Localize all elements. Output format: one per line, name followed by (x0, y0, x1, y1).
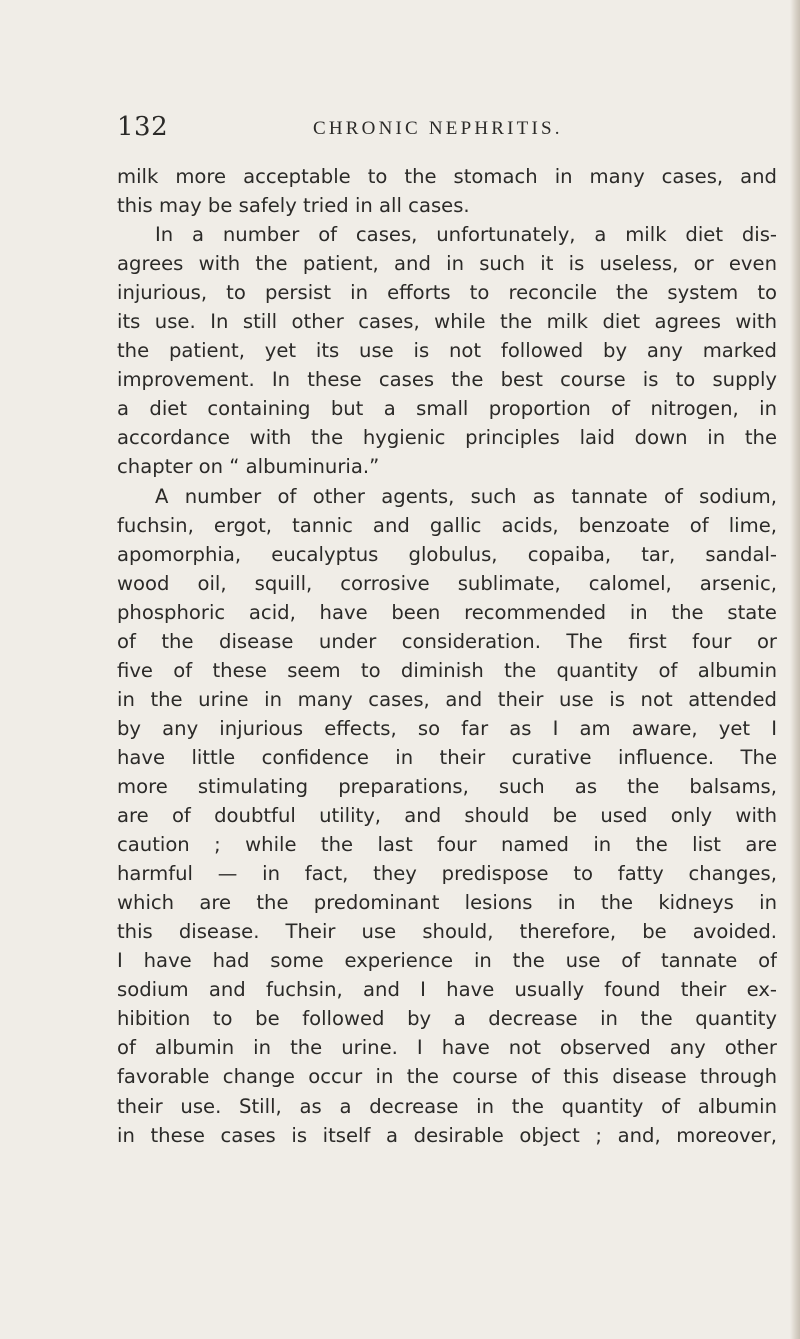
text-line: chapter on “ albuminuria.” (117, 455, 380, 479)
text-line: the patient, yet its use is not followed by any marked (117, 339, 777, 363)
page-number: 132 (117, 112, 169, 142)
paragraph-first-line: A number of other agents, such as tannate of sodium, (155, 484, 777, 508)
text-line: of the disease under consideration. The first four or (117, 629, 777, 653)
text-line: agrees with the patient, and in such it is useless, or even (117, 252, 777, 276)
text-line: apomorphia, eucalyptus globulus, copaiba, tar, sandal- (117, 542, 777, 566)
text-line: wood oil, squill, corrosive sublimate, calomel, arsenic, (117, 571, 777, 595)
page-edge-shadow (790, 0, 800, 1339)
body-text (117, 162, 777, 1150)
text-line: harmful — in fact, they predispose to fatty changes, (117, 862, 777, 886)
text-line: improvement. In these cases the best course is to supply (117, 368, 777, 392)
paragraph-first-line: In a number of cases, unfortunately, a milk diet dis- (155, 223, 777, 247)
text-line: this may be safely tried in all cases. (117, 194, 470, 218)
text-line: accordance with the hygienic principles laid down in the (117, 426, 777, 450)
text-line: this disease. Their use should, therefore, be avoided. (117, 920, 777, 944)
text-line: injurious, to persist in efforts to reconcile the system to (117, 281, 777, 305)
text-line: milk more acceptable to the stomach in many cases, and (117, 165, 777, 188)
text-line: I have had some experience in the use of tannate of (117, 949, 777, 973)
text-line: favorable change occur in the course of this disease through (117, 1065, 777, 1089)
text-line: their use. Still, as a decrease in the quantity of albumin (117, 1094, 777, 1118)
text-line: a diet containing but a small proportion of nitrogen, in (117, 397, 777, 421)
text-line: of albumin in the urine. I have not observed any other (117, 1036, 777, 1060)
text-line: five of these seem to diminish the quantity of albumin (117, 658, 777, 682)
text-line: have little confidence in their curative influence. The (117, 745, 777, 769)
running-head: CHRONIC NEPHRITIS. (313, 118, 563, 139)
text-line: fuchsin, ergot, tannic and gallic acids, benzoate of lime, (117, 513, 777, 537)
text-line: which are the predominant lesions in the kidneys in (117, 891, 777, 915)
text-line: more stimulating preparations, such as the balsams, (117, 774, 777, 798)
text-line: in the urine in many cases, and their use is not attended (117, 687, 777, 711)
text-line: caution ; while the last four named in the list are (117, 833, 777, 857)
text-line: its use. In still other cases, while the milk diet agrees with (117, 310, 777, 334)
text-line: are of doubtful utility, and should be used only with (117, 804, 777, 828)
text-line: in these cases is itself a desirable object ; and, moreover, (117, 1123, 777, 1147)
text-line: hibition to be followed by a decrease in the quantity (117, 1007, 777, 1031)
page-header (117, 110, 777, 150)
text-line: phosphoric acid, have been recommended in the state (117, 600, 777, 624)
text-line: sodium and fuchsin, and I have usually found their ex- (117, 978, 777, 1002)
text-line: by any injurious effects, so far as I am aware, yet I (117, 716, 777, 740)
